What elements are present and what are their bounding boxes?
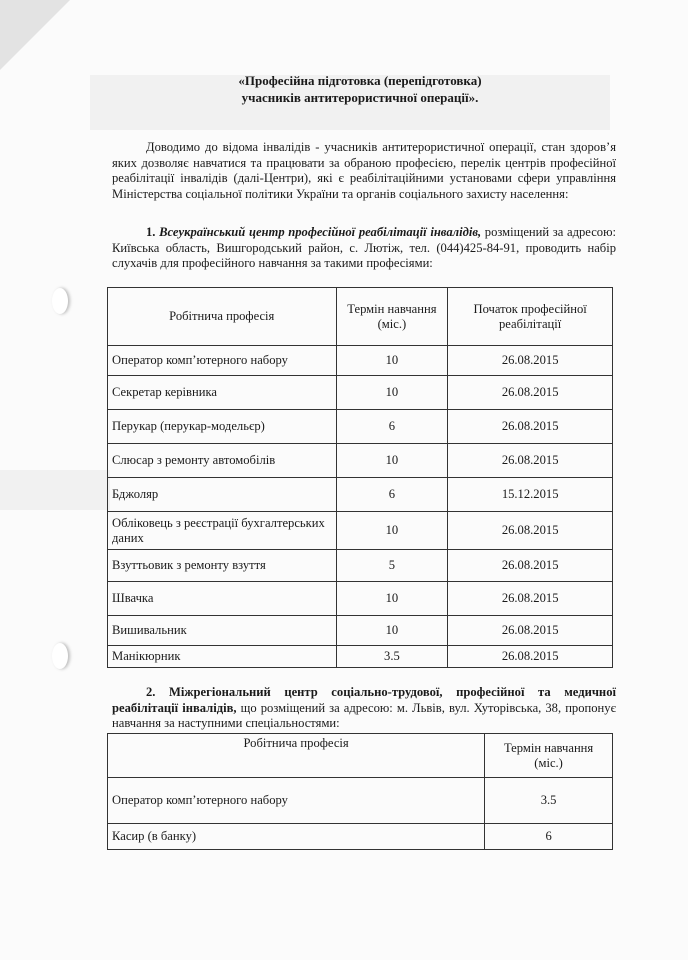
professions-table-2: [107, 733, 613, 850]
professions-table-1: [107, 287, 613, 668]
cell-start: 26.08.2015: [448, 512, 613, 550]
punch-hole: [52, 643, 68, 669]
table-row: [108, 410, 613, 444]
cell-start: 15.12.2015: [448, 478, 613, 512]
cell-duration: 10: [336, 616, 448, 646]
cell-start: 26.08.2015: [448, 444, 613, 478]
section-1: [112, 225, 616, 272]
table-row: [108, 646, 613, 668]
cell-start: 26.08.2015: [448, 582, 613, 616]
section-2: [112, 685, 616, 732]
cell-profession: Оператор комп’ютерного набору: [108, 778, 485, 824]
table-row: [108, 582, 613, 616]
table-row: [108, 616, 613, 646]
intro-paragraph: [112, 140, 616, 202]
cell-profession: Швачка: [108, 582, 337, 616]
cell-start: 26.08.2015: [448, 410, 613, 444]
section-1-text: [112, 225, 616, 272]
cell-duration: 10: [336, 346, 448, 376]
cell-profession: Взуттьовик з ремонту взуття: [108, 550, 337, 582]
cell-duration: 6: [336, 410, 448, 444]
cell-start: 26.08.2015: [448, 346, 613, 376]
punch-hole: [52, 288, 68, 314]
table-row: [108, 478, 613, 512]
table-row: [108, 512, 613, 550]
cell-duration: 3.5: [485, 778, 613, 824]
bleed-through: [0, 470, 110, 510]
cell-start: 26.08.2015: [448, 376, 613, 410]
cell-duration: 10: [336, 512, 448, 550]
cell-profession: Слюсар з ремонту автомобілів: [108, 444, 337, 478]
column-header: Термін навчання (міс.): [336, 288, 448, 346]
document-title: [120, 72, 600, 106]
cell-profession: Оператор комп’ютерного набору: [108, 346, 337, 376]
cell-duration: 5: [336, 550, 448, 582]
cell-duration: 3.5: [336, 646, 448, 668]
table-row: [108, 376, 613, 410]
table-row: [108, 550, 613, 582]
cell-profession: Обліковець з реєстрації бухгалтерських даних: [108, 512, 337, 550]
cell-duration: 6: [485, 824, 613, 850]
cell-profession: Манікюрник: [108, 646, 337, 668]
title-line: учасників антитерористичної операції».: [241, 90, 479, 105]
intro-text: Доводимо до відома інвалідів - учасників антитерористичної операції, стан здоров’я яких дозволяє навчатися та працювати за обраною професією, перелік центрів професійної реабілітації інвалідів (далі-Центри), які є реабілітаційними установами сфери управління Міністерства соціальної політики України та органів соціального захисту населення:: [112, 140, 616, 201]
column-header: Початок професійної реабілітації: [448, 288, 613, 346]
column-header: Термін навчання (міс.): [485, 734, 613, 778]
section-2-address: що розміщений за адресою: м. Львів, вул. Хуторівська, 38, пропонує навчання за наступними спеціальностями:: [112, 700, 617, 730]
table-row: [108, 824, 613, 850]
cell-profession: Вишивальник: [108, 616, 337, 646]
table-row: [108, 778, 613, 824]
cell-profession: Бджоляр: [108, 478, 337, 512]
section-2-name: 2. Міжрегіональний центр соціально-трудової, професійної та медичної реабілітації інвалідів,: [112, 685, 616, 715]
cell-start: 26.08.2015: [448, 646, 613, 668]
title-line: «Професійна підготовка (перепідготовка): [238, 73, 482, 88]
cell-duration: 10: [336, 444, 448, 478]
section-1-number: 1.: [146, 225, 156, 239]
cell-duration: 6: [336, 478, 448, 512]
table-row: [108, 346, 613, 376]
cell-profession: Перукар (перукар-модельєр): [108, 410, 337, 444]
column-header: Робітнича професія: [108, 734, 485, 778]
table-row: [108, 444, 613, 478]
folded-corner: [0, 0, 70, 70]
cell-duration: 10: [336, 582, 448, 616]
cell-profession: Касир (в банку): [108, 824, 485, 850]
column-header: Робітнича професія: [108, 288, 337, 346]
section-1-address: розміщений за адресою: Київська область, Вишгородський район, с. Лютіж, тел. (044)425-84-91, проводить набір слухачів для професійного навчання за такими професіями:: [112, 225, 616, 270]
section-1-name: Всеукраїнський центр професійної реабілітації інвалідів,: [159, 225, 482, 239]
cell-duration: 10: [336, 376, 448, 410]
cell-start: 26.08.2015: [448, 616, 613, 646]
section-2-text: [112, 685, 616, 732]
cell-profession: Секретар керівника: [108, 376, 337, 410]
cell-start: 26.08.2015: [448, 550, 613, 582]
